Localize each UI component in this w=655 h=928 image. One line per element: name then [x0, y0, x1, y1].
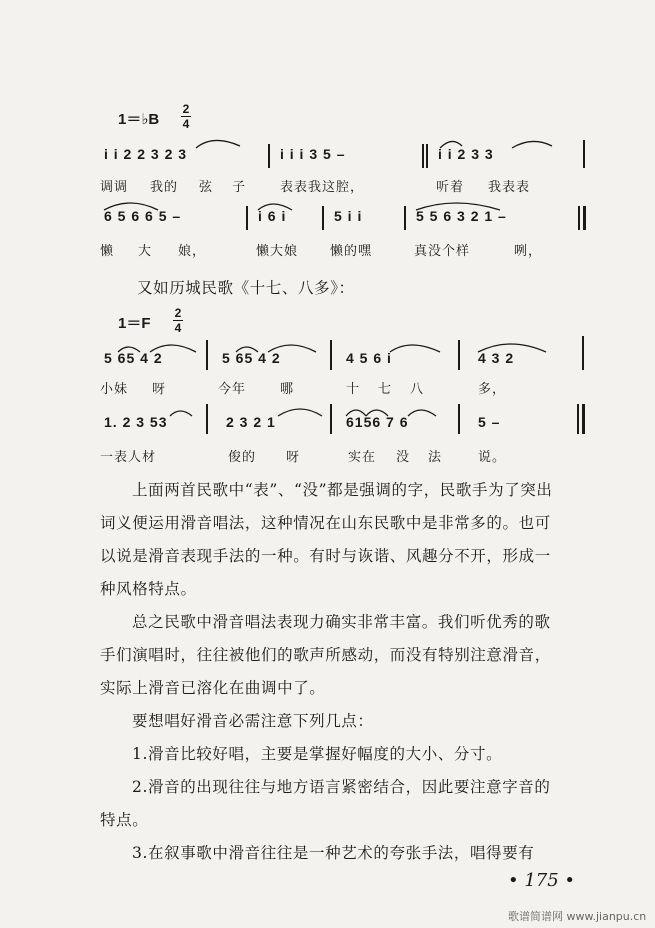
lyric: 说。 [478, 450, 507, 465]
lyric: 多， [478, 382, 507, 397]
lyric: 十 [346, 382, 361, 397]
ex1-row2-measure-1: 6 5 6 6 5 – [104, 208, 182, 224]
lyric: 调调 [100, 180, 129, 195]
ex1-row1-measure-3: i i 2 3 3 [438, 146, 494, 162]
ex2-row1-measure-3: 4 5 6 i [346, 350, 392, 366]
text-line: 上面两首民歌中“表”、“没”都是强调的字，民歌手为了突出 [132, 481, 553, 499]
text-line: 种风格特点。 [100, 580, 197, 598]
text-line: 2.滑音的出现往往与地方语言紧密结合，因此要注意字音的 [132, 778, 551, 796]
lyric: 子 [232, 180, 247, 195]
paragraph-3 [100, 705, 595, 738]
text-line: 实际上滑音已溶化在曲调中了。 [100, 679, 326, 697]
lyric: 今年 [218, 382, 247, 397]
lyric: 呀 [152, 382, 167, 397]
lyric: 呀 [286, 450, 301, 465]
lyric: 法 [428, 450, 443, 465]
lyric: 我的 [150, 180, 179, 195]
lyric: 实在 [348, 450, 377, 465]
text-line: 要想唱好滑音必需注意下列几点： [132, 712, 374, 730]
ex1-row2-measure-3: 5 i i [334, 208, 363, 224]
text-line: 以说是滑音表现手法的一种。有时与诙谐、风趣分不开，形成一 [100, 547, 551, 565]
ex1-row1-measure-1: i i 2 2 3 2 3 [104, 146, 188, 162]
text-line: 特点。 [100, 811, 149, 829]
ex2-row1-measure-1: 5 65 4 2 [104, 350, 163, 366]
ex2-row2-measure-2: 2 3 2 1 [226, 414, 276, 430]
lyric: 懒 [100, 244, 115, 259]
lyric: 咧， [514, 244, 543, 259]
time-signature-2: 2 4 [174, 306, 182, 335]
key-signature-2: 1＝F [118, 315, 151, 332]
lyric: 娘， [178, 244, 207, 259]
intro-line: 又如历城民歌《十七、八多》： [137, 279, 355, 297]
lyric: 俊的 [228, 450, 257, 465]
ex1-row2-measure-4: 5 5 6 3 2 1 – [416, 208, 507, 224]
lyric: 小妹 [100, 382, 129, 397]
lyric: 表表我这腔， [280, 180, 365, 195]
paragraph-1 [100, 474, 595, 606]
ex1-row2-measure-2: i 6 i [258, 208, 287, 224]
paragraph-2 [100, 606, 595, 705]
watermark: 歌谱简谱网 www.jianpu.cn [508, 910, 647, 923]
lyric: 弦 [199, 180, 214, 195]
lyric: 我表表 [488, 180, 531, 195]
text-line: 3.在叙事歌中滑音往往是一种艺术的夸张手法，唱得要有 [132, 844, 535, 862]
text-line: 总之民歌中滑音唱法表现力确实非常丰富。我们听优秀的歌 [132, 613, 551, 631]
lyric: 真没个样 [414, 244, 471, 259]
text-line: 1.滑音比较好唱，主要是掌握好幅度的大小、分寸。 [132, 745, 503, 763]
paragraph-5 [100, 771, 595, 837]
lyric: 没 [396, 450, 411, 465]
lyric: 大 [138, 244, 153, 259]
lyric: 哪 [280, 382, 295, 397]
lyric: 懒大娘 [256, 244, 299, 259]
time-signature-1: 2 4 [182, 102, 190, 131]
ex2-row1-measure-4: 4 3 2 [478, 350, 515, 366]
paragraph-6 [100, 837, 595, 870]
ex1-row1-measure-2: i i i 3 5 – [280, 146, 346, 162]
ex2-row2-measure-1: 1. 2 3 53 [104, 414, 168, 430]
text-line: 手们演唱时，往往被他们的歌声所感动，而没有特别注意滑音， [100, 646, 551, 664]
lyric: 七 [378, 382, 393, 397]
lyric: 一表人材 [100, 450, 157, 465]
page-number: • 175 • [508, 870, 576, 891]
lyric: 八 [410, 382, 425, 397]
lyric: 懒的嘿 [330, 244, 373, 259]
ex2-row2-measure-4: 5 – [478, 414, 501, 430]
paragraph-4 [100, 738, 595, 771]
text-line: 词义便运用滑音唱法，这种情况在山东民歌中是非常多的。也可 [100, 514, 551, 532]
key-signature-1: 1＝♭B [118, 111, 160, 128]
lyric: 听着 [436, 180, 465, 195]
ex2-row1-measure-2: 5 65 4 2 [222, 350, 281, 366]
ex2-row2-measure-3: 6156 7 6 [346, 414, 409, 430]
